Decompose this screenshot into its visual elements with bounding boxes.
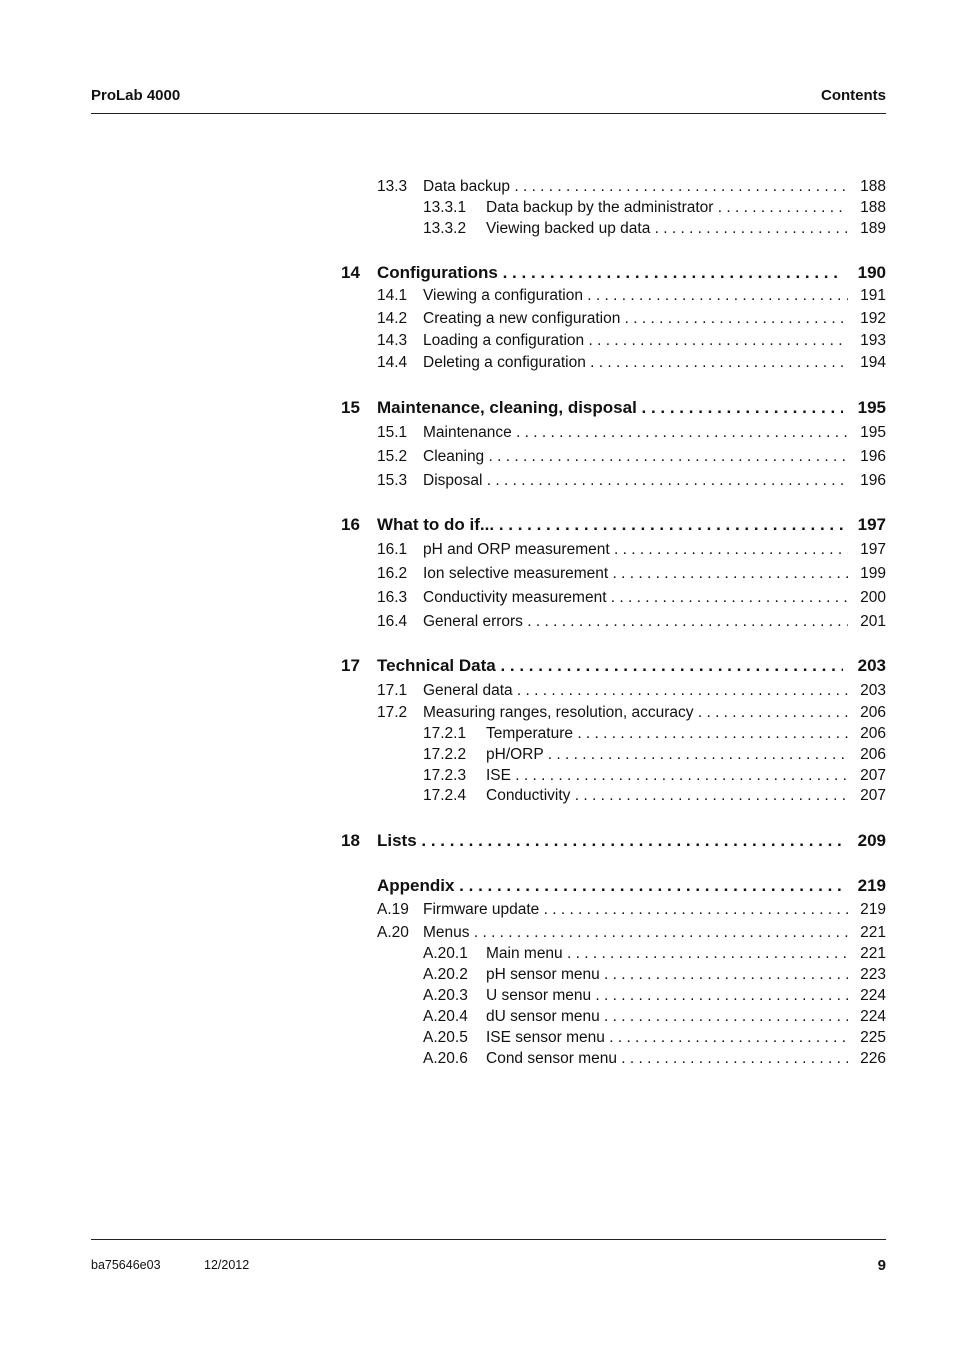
toc-entry-page: 206	[860, 725, 886, 742]
toc-entry-title: U sensor menu . . .	[486, 987, 848, 1005]
toc-entry-page: 209	[857, 831, 886, 850]
toc-entry-title: pH sensor menu . . .	[486, 966, 848, 984]
toc-entry-title: Disposal . . .	[423, 472, 848, 490]
toc-entry-number: A.20	[377, 924, 409, 941]
toc-entry-page: 207	[860, 767, 886, 784]
toc-entry[interactable]	[0, 787, 954, 811]
toc-entry-title: Viewing backed up data . . .	[486, 220, 848, 238]
footer-doc-code: ba75646e03	[91, 1258, 161, 1272]
toc-entry[interactable]	[0, 424, 954, 448]
toc-entry-number: 16.4	[377, 613, 408, 630]
toc-entry-title: General errors . . .	[423, 613, 848, 631]
toc-entry-number: 16.2	[377, 565, 408, 582]
toc-entry-title: Menus . . .	[423, 924, 848, 942]
toc-entry-title: Maintenance . . .	[423, 424, 848, 442]
toc-entry[interactable]	[0, 332, 954, 356]
toc-entry-number: 15.1	[377, 424, 408, 441]
toc-entry-page: 196	[860, 472, 886, 489]
toc-entry[interactable]	[0, 448, 954, 472]
toc-entry-number: 16	[341, 515, 360, 534]
toc-entry-number: A.20.6	[423, 1050, 468, 1067]
toc-entry-page: 188	[860, 178, 886, 195]
toc-entry-page: 194	[860, 354, 886, 371]
toc-entry-page: 221	[860, 924, 886, 941]
toc-entry-number: 17	[341, 656, 360, 675]
toc-entry-title: Appendix . . .	[377, 876, 843, 896]
toc-entry-title: Temperature . . .	[486, 725, 848, 743]
header-product-name: ProLab 4000	[91, 87, 181, 104]
toc-entry-title: Technical Data . . .	[377, 656, 843, 676]
toc-entry-title: Conductivity . . .	[486, 787, 848, 805]
toc-entry-title: Maintenance, cleaning, disposal . . .	[377, 398, 843, 418]
toc-entry-title: Cond sensor menu . . .	[486, 1050, 848, 1068]
toc-entry-page: 190	[857, 263, 886, 282]
toc-entry-title: Measuring ranges, resolution, accuracy . . .	[423, 704, 848, 722]
toc-entry-number: 13.3.1	[423, 199, 467, 216]
toc-entry-page: 189	[860, 220, 886, 237]
toc-entry-number: 14.2	[377, 310, 408, 327]
toc-entry-page: 225	[860, 1029, 886, 1046]
toc-entry-number: A.20.5	[423, 1029, 468, 1046]
toc-entry-title: ISE sensor menu . . .	[486, 1029, 848, 1047]
toc-entry-page: 200	[860, 589, 886, 606]
toc-entry-page: 207	[860, 787, 886, 804]
toc-chapter-entry[interactable]	[0, 398, 954, 422]
toc-entry-number: 13.3.2	[423, 220, 467, 237]
toc-chapter-entry[interactable]	[0, 263, 954, 287]
toc-entry-title: Cleaning . . .	[423, 448, 848, 466]
toc-entry-number: 14.1	[377, 287, 408, 304]
toc-entry-number: 15.3	[377, 472, 408, 489]
toc-entry[interactable]	[0, 682, 954, 706]
toc-entry-title: General data . . .	[423, 682, 848, 700]
footer-page-number: 9	[877, 1257, 886, 1274]
toc-entry-page: 195	[857, 398, 886, 417]
toc-entry[interactable]	[0, 472, 954, 496]
toc-entry-title: Lists . . .	[377, 831, 843, 851]
toc-entry-title: Ion selective measurement . . .	[423, 565, 848, 583]
toc-entry-title: Conductivity measurement . . .	[423, 589, 848, 607]
header-rule	[91, 113, 886, 114]
toc-entry-page: 224	[860, 987, 886, 1004]
toc-entry-title: dU sensor menu . . .	[486, 1008, 848, 1026]
toc-entry-number: 17.2.4	[423, 787, 467, 804]
toc-entry-page: 197	[857, 515, 886, 534]
toc-entry-number: 16.3	[377, 589, 408, 606]
toc-entry-page: 221	[860, 945, 886, 962]
toc-entry-page: 219	[860, 901, 886, 918]
toc-entry-title: Loading a configuration . . .	[423, 332, 848, 350]
toc-entry-number: 15	[341, 398, 360, 417]
toc-entry-number: 14	[341, 263, 360, 282]
toc-entry-title: ISE . . .	[486, 767, 848, 785]
toc-entry-number: 17.2	[377, 704, 408, 721]
toc-entry-number: 17.2.2	[423, 746, 467, 763]
toc-entry[interactable]	[0, 565, 954, 589]
toc-entry-page: 192	[860, 310, 886, 327]
toc-entry-number: 17.2.1	[423, 725, 467, 742]
toc-entry-page: 224	[860, 1008, 886, 1025]
toc-entry[interactable]	[0, 1050, 954, 1074]
toc-entry[interactable]	[0, 613, 954, 637]
toc-chapter-entry[interactable]	[0, 515, 954, 539]
toc-entry-page: 203	[857, 656, 886, 675]
toc-entry-title: Deleting a configuration . . .	[423, 354, 848, 372]
toc-entry-page: 188	[860, 199, 886, 216]
toc-entry-number: 14.3	[377, 332, 408, 349]
toc-entry-number: 14.4	[377, 354, 408, 371]
toc-entry-page: 226	[860, 1050, 886, 1067]
toc-entry-number: A.20.4	[423, 1008, 468, 1025]
toc-entry-title: Data backup by the administrator . . .	[486, 199, 848, 217]
toc-chapter-entry[interactable]	[0, 831, 954, 855]
toc-entry-title: Firmware update . . .	[423, 901, 848, 919]
toc-entry-title: pH and ORP measurement . . .	[423, 541, 848, 559]
toc-entry[interactable]	[0, 901, 954, 925]
toc-entry-page: 199	[860, 565, 886, 582]
toc-entry-page: 196	[860, 448, 886, 465]
footer-rule	[91, 1239, 886, 1240]
toc-entry-number: A.20.1	[423, 945, 468, 962]
toc-entry-page: 219	[857, 876, 886, 895]
toc-entry-page: 195	[860, 424, 886, 441]
toc-entry-number: 17.2.3	[423, 767, 467, 784]
toc-entry-title: Viewing a configuration . . .	[423, 287, 848, 305]
toc-entry[interactable]	[0, 354, 954, 378]
toc-entry-page: 197	[860, 541, 886, 558]
toc-entry-page: 191	[860, 287, 886, 304]
toc-entry-number: 15.2	[377, 448, 408, 465]
toc-entry[interactable]	[0, 287, 954, 311]
toc-entry-number: 17.1	[377, 682, 408, 699]
toc-entry[interactable]	[0, 310, 954, 334]
toc-entry-number: A.20.2	[423, 966, 468, 983]
toc-entry-title: What to do if... . . .	[377, 515, 843, 535]
toc-entry-number: 18	[341, 831, 360, 850]
toc-entry-title: Creating a new configuration . . .	[423, 310, 848, 328]
toc-entry-title: Configurations . . .	[377, 263, 843, 283]
toc-entry-page: 193	[860, 332, 886, 349]
toc-entry[interactable]	[0, 541, 954, 565]
toc-chapter-entry[interactable]	[0, 656, 954, 680]
toc-entry-title: pH/ORP . . .	[486, 746, 848, 764]
toc-entry-page: 201	[860, 613, 886, 630]
toc-entry-title: Main menu . . .	[486, 945, 848, 963]
toc-entry-title: Data backup . . .	[423, 178, 848, 196]
toc-entry-page: 203	[860, 682, 886, 699]
toc-entry-number: A.19	[377, 901, 409, 918]
toc-entry-page: 206	[860, 746, 886, 763]
toc-entry[interactable]	[0, 220, 954, 244]
toc-entry-page: 223	[860, 966, 886, 983]
toc-entry-number: 16.1	[377, 541, 408, 558]
footer-date: 12/2012	[204, 1258, 250, 1272]
header-section-title: Contents	[821, 87, 886, 104]
toc-entry-page: 206	[860, 704, 886, 721]
toc-entry-number: A.20.3	[423, 987, 468, 1004]
toc-entry[interactable]	[0, 589, 954, 613]
toc-entry-number: 13.3	[377, 178, 408, 195]
toc-chapter-entry[interactable]	[0, 876, 954, 900]
